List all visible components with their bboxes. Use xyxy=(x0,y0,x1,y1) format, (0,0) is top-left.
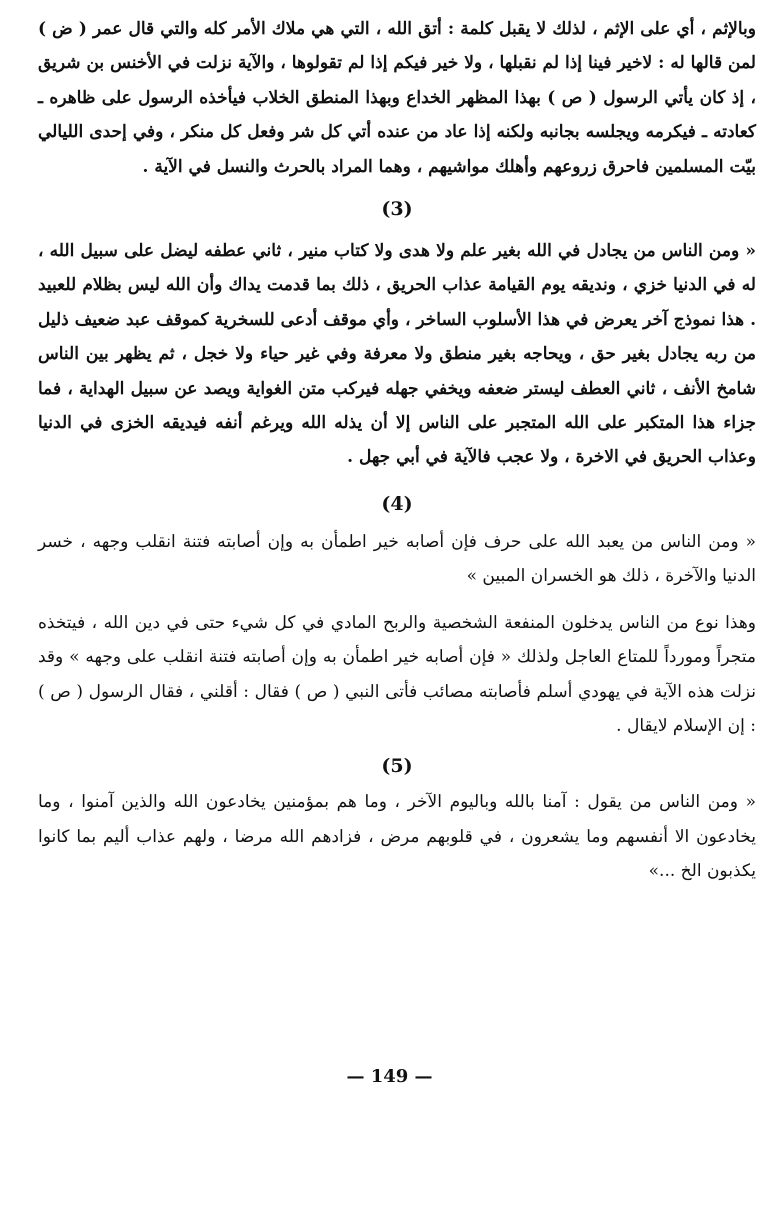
section-5-quote: « ومن الناس من يقول : آمنا بالله وباليوم الآخر ، وما هم بمؤمنين يخادعون الله والذين آمنوا ، وما يخادعون الا أنفسهم وما يشعرون ، في قلوبهم مرض ، فزادهم الله مرضا ، ولهم عذاب أليم بما كانوا يكذبون الخ ...» xyxy=(38,792,756,882)
section-4-paragraph: وهذا نوع من الناس يدخلون المنفعة الشخصية والربح المادي في كل شيء حتى في دين الله ، فيتخذه متجراً ومورداً للمتاع العاجل ولذلك « فإن أصابه خير اطمأن به وإن أصابته فتنة انقلب على وجهه » وقد نزلت هذه الآية في يهودي أسلم فأصابته مصائب فأتى النبي ( ص ) فقال : أقلني ، فقال الرسول ( ص ) : إن الإسلام لايقال . xyxy=(38,612,756,736)
section-3-paragraph: « ومن الناس من يجادل في الله بغير علم ولا هدى ولا كتاب منير ، ثاني عطفه ليضل على سبيل الله ، له في الدنيا خزي ، ونديقه يوم القيامة عذاب الحريق ، ذلك بما قدمت يداك وأن الله ليس بظلام للعبيد . هذا نموذج آخر يعرض في هذا الأسلوب الساخر ، وأي موقف أدعى للسخرية كموقف عبد ضعيف ذليل من ربه يجادل بغير حق ، ويحاجه بغير منطق ولا معرفة وفي غير حياء ولا خجل ، ثم يظهر بين الناس شامخ الأنف ، ثاني العطف ليستر ضعفه ويخفي جهله فيركب متن الغواية ويصد عن سبيل الهداية ، فما جزاء هذا المتكبر على الله المتجبر على الناس إلا أن يذله الله ويرغم أنفه فيديقه الخزى في الدنيا وعذاب الحريق في الاخرة ، ولا عجب فالآية في أبي جهل . xyxy=(38,241,756,468)
section-5-heading: (5) xyxy=(381,755,413,778)
section-4-quote: « ومن الناس من يعبد الله على حرف فإن أصابه خير اطمأن به وإن أصابته فتنة انقلب وجهه ، خسر الدنيا والآخرة ، ذلك هو الخسران المبين » xyxy=(38,531,756,587)
page-number: — 149 — xyxy=(346,1066,433,1087)
intro-paragraph: وبالإثم ، أي على الإثم ، لذلك لا يقبل كلمة : أتق الله ، التي هي ملاك الأمر كله والتي قال عمر ( ض ) لمن قالها له : لاخير فينا إذا لم نقبلها ، ولا خير فيكم إذا لم تقولوها ، والآية نزلت في الأخنس بن شريق ، إذ كان يأتي الرسول ( ص ) بهذا المظهر الخداع وبهذا المنطق الخلاب فيأخذه الرسول على ظاهره ـ كعادته ـ فيكرمه ويجلسه بجانبه ولكنه إذا عاد من عنده أتي كل شر وفعل كل منكر ، وفي إحدى الليالي بيّت المسلمين فاحرق زروعهم وأهلك مواشيهم ، وهما المراد بالحرث والنسل في الآية . xyxy=(38,19,756,177)
section-4-heading: (4) xyxy=(381,492,413,515)
page-body xyxy=(38,12,756,1192)
section-3-heading: (3) xyxy=(381,198,413,221)
